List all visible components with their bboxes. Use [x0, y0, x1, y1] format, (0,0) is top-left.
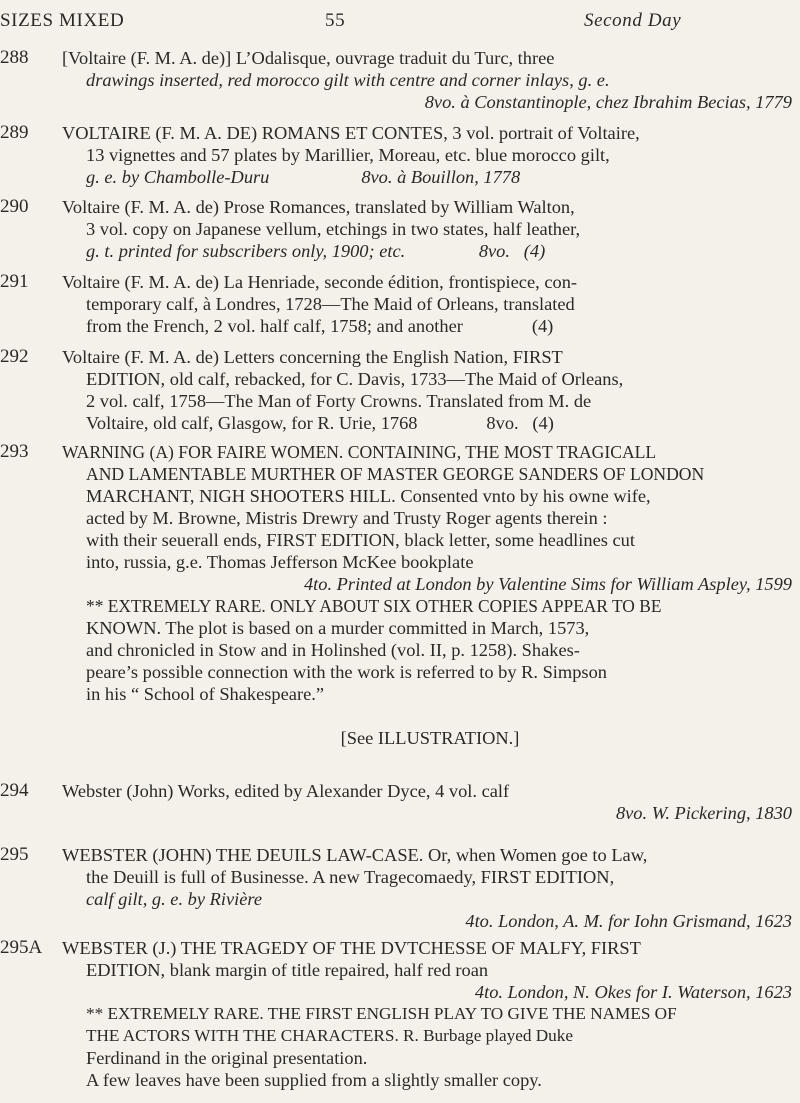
- lot-line: AND LAMENTABLE MURTHER OF MASTER GEORGE SANDERS OF LONDON: [86, 464, 705, 484]
- lot-line: with their seuerall ends, FIRST EDITION, black letter, some headlines cut: [86, 530, 635, 550]
- lot-note: and chronicled in Stow and in Holinshed (vol. II, p. 1258). Shakes-: [86, 640, 580, 660]
- lot-line: EDITION, blank margin of title repaired, half red roan: [86, 960, 489, 980]
- lot-number: 294: [0, 780, 29, 801]
- lot-line: WEBSTER (JOHN) THE DEUILS LAW-CASE. Or, when Women goe to Law,: [62, 845, 648, 865]
- lot-description: [62, 937, 798, 1091]
- illustration-reference: [See ILLUSTRATION.]: [340, 728, 520, 748]
- lot-line: temporary calf, à Londres, 1728—The Maid of Orleans, translated: [86, 294, 575, 314]
- lot-line: VOLTAIRE (F. M. A. DE) ROMANS ET CONTES, 3 vol. portrait of Voltaire,: [62, 123, 640, 143]
- lot-line: 13 vignettes and 57 plates by Marillier, Moreau, etc. blue morocco gilt,: [86, 145, 610, 165]
- lot-line: EDITION, old calf, rebacked, for C. Davis, 1733—The Maid of Orleans,: [86, 369, 624, 389]
- lot-description: [62, 47, 798, 113]
- blank-line: [62, 705, 798, 727]
- lot-number: 293: [0, 441, 29, 462]
- header-right: Second Day: [584, 10, 682, 31]
- lot-number: 291: [0, 271, 29, 292]
- lot-line: Voltaire (F. M. A. de) La Henriade, seconde édition, frontispiece, con-: [62, 272, 578, 292]
- lot-note: Ferdinand in the original presentation.: [86, 1048, 368, 1068]
- lot-imprint: g. t. printed for subscribers only, 1900; etc. 8vo. (4): [86, 241, 546, 261]
- running-header: [0, 2, 800, 42]
- lot-line: Voltaire (F. M. A. de) Prose Romances, translated by William Walton,: [62, 197, 575, 217]
- lot-line: into, russia, g.e. Thomas Jefferson McKee bookplate: [86, 552, 474, 572]
- lot-description: [62, 441, 798, 749]
- lot-note: ** EXTREMELY RARE. THE FIRST ENGLISH PLAY TO GIVE THE NAMES OF: [86, 1004, 677, 1023]
- lot-imprint: 4to. Printed at London by Valentine Sims for William Aspley, 1599: [303, 574, 792, 594]
- lot-line: from the French, 2 vol. half calf, 1758; and another (4): [86, 316, 554, 336]
- lot-description: [62, 196, 798, 262]
- lot-line: Webster (John) Works, edited by Alexander Dyce, 4 vol. calf: [62, 781, 510, 801]
- lot-imprint: 4to. London, N. Okes for I. Waterson, 1623: [474, 982, 792, 1002]
- lot-note: THE ACTORS WITH THE CHARACTERS. R. Burbage played Duke: [86, 1026, 573, 1045]
- lot-description: [62, 122, 798, 188]
- lot-line: the Deuill is full of Businesse. A new Tragecomaedy, FIRST EDITION,: [86, 867, 615, 887]
- lot-number: 295A: [0, 937, 43, 958]
- page-number: 55: [325, 10, 346, 31]
- lot-description: [62, 346, 798, 434]
- lot-line: drawings inserted, red morocco gilt with centre and corner inlays, g. e.: [86, 70, 610, 90]
- lot-number: 289: [0, 122, 29, 143]
- lot-line: [Voltaire (F. M. A. de)] L’Odalisque, ouvrage traduit du Turc, three: [62, 48, 555, 68]
- lot-description: [62, 844, 798, 932]
- lot-line: MARCHANT, NIGH SHOOTERS HILL. Consented vnto by his owne wife,: [86, 486, 651, 506]
- lot-note: ** EXTREMELY RARE. ONLY ABOUT SIX OTHER COPIES APPEAR TO BE: [86, 596, 662, 616]
- lot-line: acted by M. Browne, Mistris Drewry and Trusty Roger agents therein :: [86, 508, 608, 528]
- lot-line: WARNING (A) FOR FAIRE WOMEN. CONTAINING, THE MOST TRAGICALL: [62, 442, 657, 462]
- lot-number: 290: [0, 196, 29, 217]
- lot-description: [62, 271, 798, 337]
- lot-line: 3 vol. copy on Japanese vellum, etchings in two states, half leather,: [86, 219, 581, 239]
- lot-description: [62, 780, 798, 824]
- lot-line: calf gilt, g. e. by Rivière: [86, 889, 263, 909]
- lot-imprint: 8vo. à Constantinople, chez Ibrahim Becias, 1779: [424, 92, 792, 112]
- lot-note: peare’s possible connection with the work is referred to by R. Simpson: [86, 662, 607, 682]
- lot-note: KNOWN. The plot is based on a murder committed in March, 1573,: [86, 618, 590, 638]
- lot-line: Voltaire (F. M. A. de) Letters concerning the English Nation, FIRST: [62, 347, 563, 367]
- lot-number: 295: [0, 844, 29, 865]
- lot-line: WEBSTER (J.) THE TRAGEDY OF THE DVTCHESSE OF MALFY, FIRST: [62, 938, 641, 958]
- header-left: SIZES MIXED: [0, 10, 125, 31]
- lot-imprint: 4to. London, A. M. for Iohn Grismand, 1623: [465, 911, 792, 931]
- lot-note: A few leaves have been supplied from a slightly smaller copy.: [86, 1070, 542, 1090]
- lot-note: in his “ School of Shakespeare.”: [86, 684, 324, 704]
- lot-number: 288: [0, 47, 29, 68]
- lot-imprint: 8vo. W. Pickering, 1830: [615, 803, 792, 823]
- lot-number: 292: [0, 346, 29, 367]
- lot-line: 2 vol. calf, 1758—The Man of Forty Crowns. Translated from M. de: [86, 391, 592, 411]
- lot-line: Voltaire, old calf, Glasgow, for R. Urie, 1768 8vo. (4): [86, 413, 554, 433]
- lot-imprint: g. e. by Chambolle-Duru 8vo. à Bouillon, 1778: [86, 167, 521, 187]
